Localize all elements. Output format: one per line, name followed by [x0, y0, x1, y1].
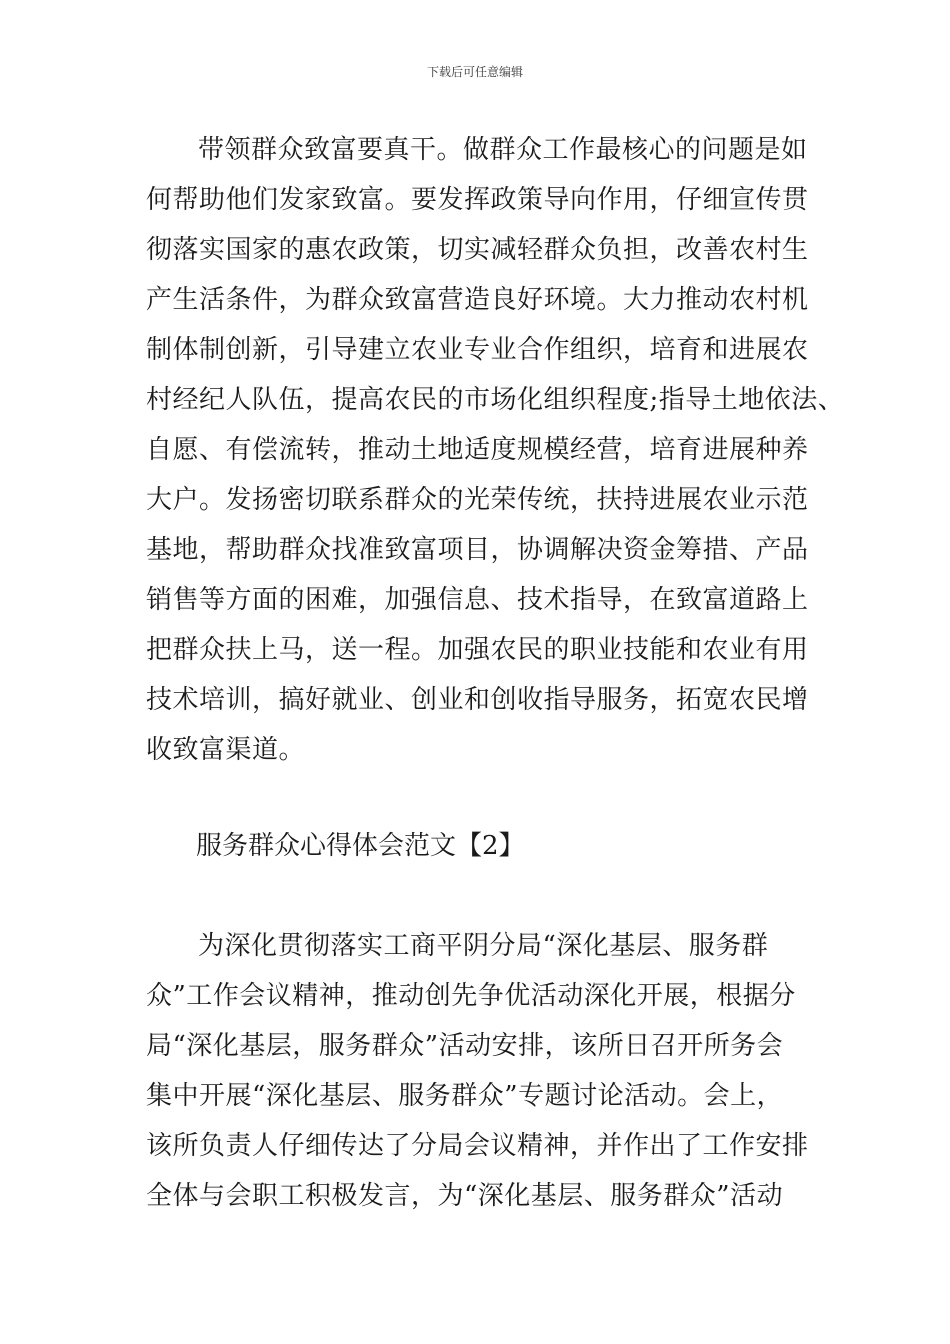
paragraph-line: 局“深化基层，服务群众”活动安排，该所日召开所务会: [146, 1031, 784, 1061]
paragraph-line: 村经纪人队伍，提高农民的市场化组织程度;指导土地依法、: [146, 385, 845, 415]
page-header: 下载后可任意编辑: [426, 65, 523, 79]
paragraph-line: 带领群众致富要真干。做群众工作最核心的问题是如: [198, 135, 808, 165]
paragraph-1: [146, 125, 845, 775]
paragraph-line: 大户。发扬密切联系群众的光荣传统，扶持进展农业示范: [146, 485, 809, 515]
paragraph-line: 制体制创新，引导建立农业专业合作组织，培育和进展农: [146, 335, 809, 365]
paragraph-line: 自愿、有偿流转，推动土地适度规模经营，培育进展种养: [146, 435, 809, 465]
paragraph-line: 把群众扶上马，送一程。加强农民的职业技能和农业有用: [146, 635, 809, 665]
paragraph-line: 基地，帮助群众找准致富项目，协调解决资金筹措、产品: [146, 535, 809, 565]
section-heading: 服务群众心得体会范文【2】: [196, 831, 525, 861]
paragraph-line: 收致富渠道。: [146, 735, 306, 765]
paragraph-line: 为深化贯彻落实工商平阴分局“深化基层、服务群: [198, 931, 769, 961]
paragraph-line: 该所负责人仔细传达了分局会议精神，并作出了工作安排: [146, 1131, 809, 1161]
paragraph-line: 销售等方面的困难，加强信息、技术指导，在致富道路上: [146, 585, 809, 615]
paragraph-line: 集中开展“深化基层、服务群众”专题讨论活动。会上，: [146, 1081, 784, 1111]
paragraph-line: 全体与会职工积极发言，为“深化基层、服务群众”活动: [146, 1181, 784, 1211]
paragraph-line: 彻落实国家的惠农政策，切实减轻群众负担，改善农村生: [146, 235, 809, 265]
paragraph-line: 产生活条件，为群众致富营造良好环境。大力推动农村机: [146, 285, 809, 315]
paragraph-line: 何帮助他们发家致富。要发挥政策导向作用，仔细宣传贯: [146, 185, 809, 215]
paragraph-line: 技术培训，搞好就业、创业和创收指导服务，拓宽农民增: [146, 685, 809, 715]
paragraph-2: [146, 921, 808, 1221]
paragraph-line: 众”工作会议精神，推动创先争优活动深化开展，根据分: [146, 981, 796, 1011]
